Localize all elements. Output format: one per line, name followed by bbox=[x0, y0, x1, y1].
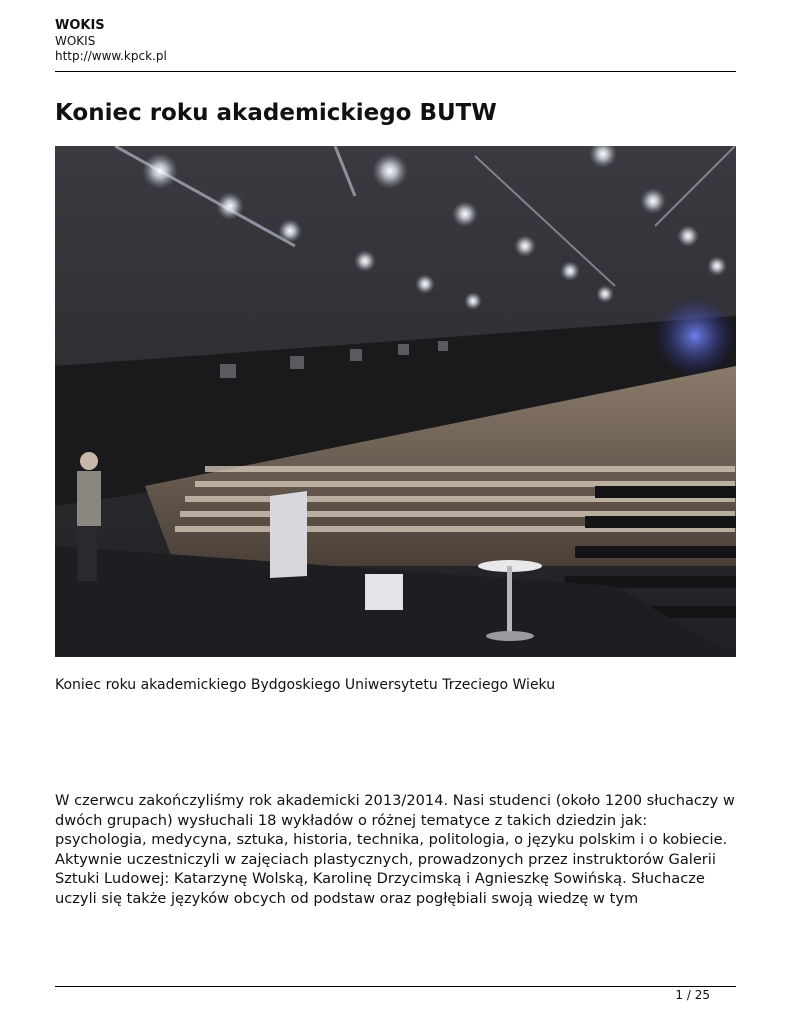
site-subtitle: WOKIS bbox=[55, 34, 96, 48]
header-divider bbox=[55, 71, 736, 72]
article-body: W czerwcu zakończyliśmy rok akademicki 2013/2014. Nasi studenci (około 1200 słuchaczy w dwóch grupach) wysłuchali 18 wykładów o różnej tematyce z takich dziedzin jak: psychologia, medycyna, sztuka, historia, technika, politologia, o języku polskim i o kobiecie. Aktywnie uczestniczyli w zajęciach plastycznych, prowadzonych przez instruktorów Galerii Sztuki Ludowej: Katarzynę Wolską, Karolinę Drzycimską i Agnieszkę Sowińską. Słuchacze uczyli się także języków obcych od podstaw oraz pogłębiali swoją wiedzę w tym bbox=[55, 792, 735, 907]
photo-caption: Koniec roku akademickiego Bydgoskiego Uniwersytetu Trzeciego Wieku bbox=[55, 677, 556, 693]
site-name: WOKIS bbox=[55, 18, 105, 33]
site-url-link[interactable]: http://www.kpck.pl bbox=[55, 49, 167, 63]
page-indicator: 1 / 25 bbox=[675, 988, 710, 1002]
article-photo bbox=[55, 146, 736, 657]
footer-divider bbox=[55, 986, 736, 987]
article-title: Koniec roku akademickiego BUTW bbox=[55, 100, 497, 126]
document-header bbox=[55, 18, 736, 64]
